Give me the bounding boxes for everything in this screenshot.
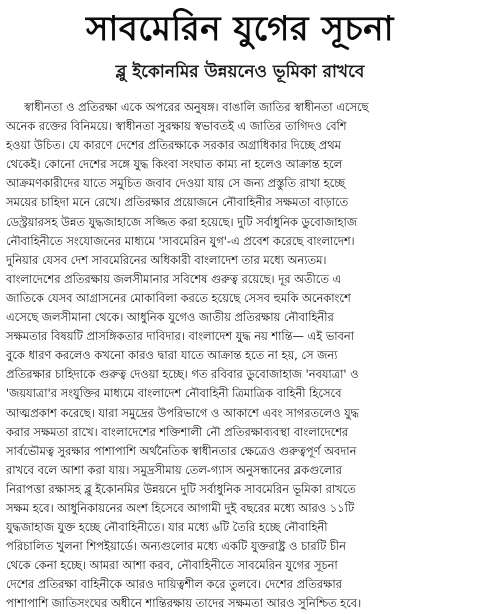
body-line: হওয়া উচিত। যে কারণে দেশের প্রতিরক্ষাকে সরকার অগ্রাধিকার দিচ্ছে প্রথম xyxy=(6,138,341,153)
article-body xyxy=(6,98,476,614)
body-line: নিরাপত্তা রক্ষাসহ ব্লু ইকোনমির উন্নয়নে দুটি সর্বাধুনিক সাবমেরিন ভূমিকা রাখতে xyxy=(6,481,356,496)
body-line: রাখবে বলে আশা করা যায়। সমুদ্রসীমায় তেল-গ্যাস অনুসন্ধানের ব্লকগুলোর xyxy=(6,462,342,477)
body-line: নৌবাহিনীতে সংযোজনের মাধ্যমে 'সাবমেরিন যুগ'-এ প্রবেশ করেছে বাংলাদেশ। xyxy=(6,233,355,248)
body-line: অনেক রক্তের বিনিময়ে। স্বাধীনতা সুরক্ষায় স্বভাবতই এ জাতির তাগিদও বেশি xyxy=(6,119,347,134)
body-line: থেকেই। কোনো দেশের সঙ্গে যুদ্ধ কিংবা সংঘাত কাম্য না হলেও আক্রান্ত হলে xyxy=(6,157,343,172)
body-line: পরিচালিত খুলনা শিপইয়ার্ডে। অন্যগুলোর মধ্যে একটি যুক্তরাষ্ট্র ও চারটি চীন xyxy=(6,539,346,554)
body-line: থেকে কেনা হচ্ছে। আমরা আশা করব, নৌবাহিনীতে সাবমেরিন যুগের সূচনা xyxy=(6,558,338,573)
body-line: করার সক্ষমতা রাখে। বাংলাদেশের শক্তিশালী নৌ প্রতিরক্ষাব্যবস্থা বাংলাদেশের xyxy=(6,424,349,439)
body-line: আক্রমণকারীদের যাতে সমুচিত জবাব দেওয়া যায় সে জন্য প্রস্তুতি রাখা হচ্ছে xyxy=(6,176,346,191)
body-line: সার্বভৌমত্ব সুরক্ষার পাশাপাশি অর্থনৈতিক স্বাধীনতার ক্ষেত্রেও গুরুত্বপূর্ণ অবদান xyxy=(6,443,357,458)
body-line: পাশাপাশি জাতিসংঘের অধীনে শান্তিরক্ষায় তাদের সক্ষমতা আরও সুনিশ্চিত হবে। xyxy=(6,596,362,611)
body-line: যুদ্ধজাহাজ যুক্ত হচ্ছে নৌবাহিনীতে। যার মধ্যে ৬টি তৈরি হচ্ছে নৌবাহিনী xyxy=(6,520,328,535)
body-line: দেশের প্রতিরক্ষা বাহিনীকে আরও দায়িত্বশীল করে তুলবে। দেশের প্রতিরক্ষার xyxy=(6,577,342,592)
body-line: প্রতিরক্ষার চাহিদাকে গুরুত্ব দেওয়া হচ্ছে। গত রবিবার ডুবোজাহাজ 'নবযাত্রা' ও xyxy=(6,367,359,382)
body-line: আত্মপ্রকাশ করেছে। যারা সমুদ্রের উপরিভাগে ও আকাশে এবং সাগরতলেও যুদ্ধ xyxy=(6,405,360,420)
body-line: সময়ের চাহিদা মনে রেখে। প্রতিরক্ষার প্রয়োজনে নৌবাহিনীর সক্ষমতা বাড়াতে xyxy=(6,195,349,210)
article-subheadline: ব্লু ইকোনমির উন্নয়নেও ভূমিকা রাখবে xyxy=(115,62,365,82)
body-line: ডেস্ট্রয়ারসহ উন্নত যুদ্ধজাহাজে সজ্জিত করা হয়েছে। দুটি সর্বাধুনিক ডুবোজাহাজ xyxy=(6,214,358,229)
body-line: বুকে ধারণ করলেও কখনো কারও দ্বারা যাতে আক্রান্ত হতে না হয়, সে জন্য xyxy=(6,348,338,363)
body-line: এসেছে জলসীমানা থেকে। আধুনিক যুগেও জাতীয় প্রতিরক্ষায় নৌবাহিনীর xyxy=(6,310,334,325)
body-line: দুনিয়ার যেসব দেশ সাবমেরিনের অধিকারী বাংলাদেশ তার মধ্যে অন্যতম। xyxy=(6,252,327,267)
body-line: জাতিকে যেসব আগ্রাসনের মোকাবিলা করতে হয়েছে সেসব হুমকি অনেকাংশে xyxy=(6,290,351,305)
body-line: সক্ষম হবে। আধুনিকায়নের অংশ হিসেবে আগামী দুই বছরের মধ্যে আরও ১১টি xyxy=(6,500,355,515)
body-line: সক্ষমতার বিষয়টি প্রাসঙ্গিকতার দাবিদার। বাংলাদেশ যুদ্ধ নয় শান্তি— এই ভাবনা xyxy=(6,329,354,344)
article-headline: সাবমেরিন যুগের সূচনা xyxy=(86,9,394,49)
body-line: স্বাধীনতা ও প্রতিরক্ষা একে অপরের অনুষঙ্গ। বাঙালি জাতির স্বাধীনতা এসেছে xyxy=(24,100,369,114)
body-line: 'জয়যাত্রা'র সংযুক্তির মাধ্যমে বাংলাদেশ নৌবাহিনী ত্রিমাত্রিক বাহিনী হিসেবে xyxy=(6,386,342,401)
body-line: বাংলাদেশের প্রতিরক্ষায় জলসীমানার সবিশেষ গুরুত্ব রয়েছে। দূর অতীতে এ xyxy=(6,271,342,286)
